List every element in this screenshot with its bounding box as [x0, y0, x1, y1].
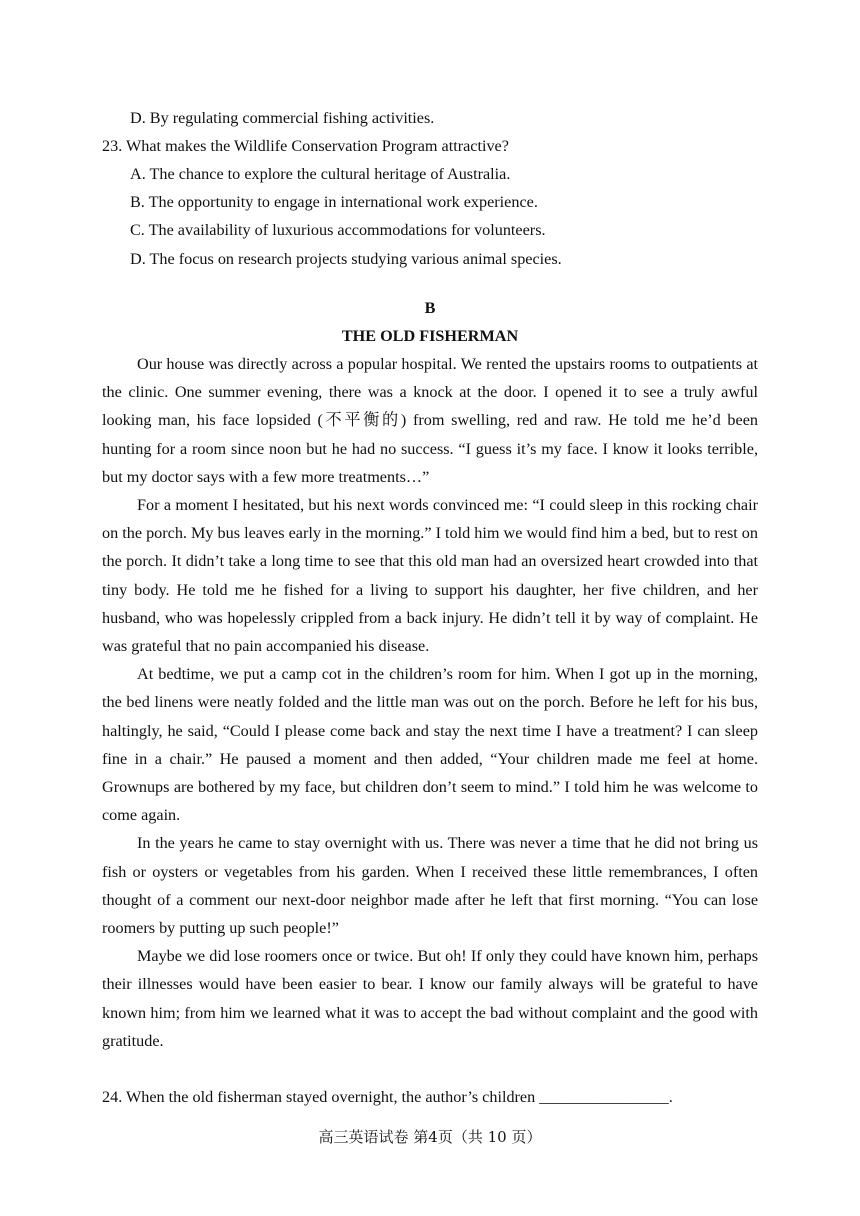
section-letter: B: [424, 299, 436, 317]
q23-question: 23. What makes the Wildlife Conservation Program attractive?: [102, 137, 509, 155]
passage-paragraph-2: For a moment I hesitated, but his next words convinced me: “I could sleep in this rocking chair on the porch. My bus leaves early in the morning.” I told him we would find him a bed, but to rest on the porch. It didn’t take a long time to see that this old man had an oversized heart crowded into that tiny body. He told me he fished for a living to support his daughter, her five children, and her husband, who was hopelessly crippled from a back injury. He didn’t tell it by way of complaint. He was grateful that no pain accompanied his disease.: [102, 496, 758, 656]
q23-option-b: B. The opportunity to engage in international work experience.: [130, 193, 538, 211]
page-footer: 高三英语试卷 第4页（共 10 页）: [318, 1128, 542, 1146]
q24-question: 24. When the old fisherman stayed overnight, the author’s children ________________.: [102, 1088, 673, 1106]
q23-option-c: C. The availability of luxurious accommodations for volunteers.: [130, 221, 546, 239]
q23-option-d: D. The focus on research projects studying various animal species.: [130, 250, 562, 268]
q22-option-d: D. By regulating commercial fishing activities.: [130, 109, 435, 127]
passage-paragraph-1: Our house was directly across a popular hospital. We rented the upstairs rooms to outpatients at the clinic. One summer evening, there was a knock at the door. I opened it to see a truly awful looking man, his face lopsided (不平衡的) from swelling, red and raw. He told me he’d been hunting for a room since noon but he had no success. “I guess it’s my face. I know it looks terrible, but my doctor says with a few more treatments…”: [102, 355, 758, 486]
passage-paragraph-4: In the years he came to stay overnight with us. There was never a time that he did not bring us fish or oysters or vegetables from his garden. When I received these little remembrances, I often thought of a comment our next-door neighbor made after he left that first morning. “You can lose roomers by putting up such people!”: [102, 834, 758, 938]
q23-option-a: A. The chance to explore the cultural heritage of Australia.: [130, 165, 511, 183]
passage-paragraph-3: At bedtime, we put a camp cot in the children’s room for him. When I got up in the morning, the bed linens were neatly folded and the little man was out on the porch. Before he left for his bus, haltingly, he said, “Could I please come back and stay the next time I have a treatment? I can sleep fine in a chair.” He paused a moment and then added, “Your children made me feel at home. Grownups are bothered by my face, but children don’t seem to mind.” I told him he was welcome to come again.: [102, 665, 758, 825]
passage-paragraph-5: Maybe we did lose roomers once or twice. But oh! If only they could have known him, perhaps their illnesses would have been easier to bear. I know our family always will be grateful to have known him; from him we learned what it was to accept the bad without complaint and the good with gratitude.: [102, 947, 758, 1050]
passage-body: [102, 350, 758, 1055]
passage-title: THE OLD FISHERMAN: [341, 327, 519, 345]
